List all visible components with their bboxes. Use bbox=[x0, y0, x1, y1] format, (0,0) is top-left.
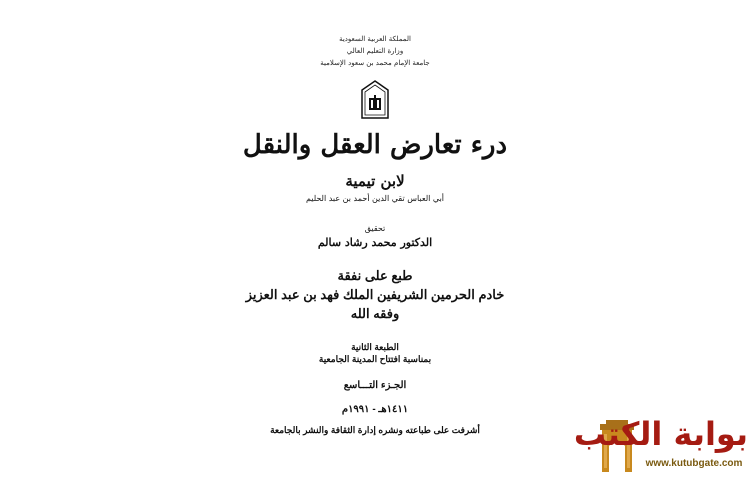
editor-name: الدكتور محمد رشاد سالم bbox=[317, 236, 433, 249]
author-full-name: أبي العباس تقي الدين أحمد بن عبد الحليم bbox=[305, 194, 445, 203]
ministry-line: وزارة التعليم العالي bbox=[346, 47, 404, 55]
kutubgate-watermark bbox=[573, 412, 750, 476]
publication-year: ١٤١١هـ - ١٩٩١م bbox=[341, 404, 409, 415]
sponsor-line-3: وفقه الله bbox=[350, 306, 400, 321]
country-line: المملكة العربية السعودية bbox=[339, 35, 411, 43]
book-title: درء تعارض العقل والنقل bbox=[242, 130, 508, 160]
tahqiq-label: تحقيق bbox=[364, 224, 386, 233]
edition-label: الطبعة الثانية bbox=[351, 342, 399, 352]
volume-label: الجـزء التـــاسع bbox=[343, 380, 407, 391]
university-emblem-icon bbox=[360, 80, 390, 120]
author-short: لابن تيمية bbox=[345, 172, 405, 190]
watermark-url: www.kutubgate.com bbox=[645, 458, 743, 469]
sponsor-line-1: طبع على نفقة bbox=[337, 268, 413, 283]
supervision-note: أشرفت على طباعته ونشره إدارة الثقافة والنشر بالجامعة bbox=[270, 425, 480, 435]
university-line: جامعة الإمام محمد بن سعود الإسلامية bbox=[320, 59, 430, 67]
edition-occasion: بمناسبة افتتاح المدينة الجامعية bbox=[318, 354, 432, 364]
watermark-name: بوابة الكتب bbox=[573, 415, 748, 453]
sponsor-line-2: خادم الحرمين الشريفين الملك فهد بن عبد العزيز bbox=[245, 287, 505, 302]
